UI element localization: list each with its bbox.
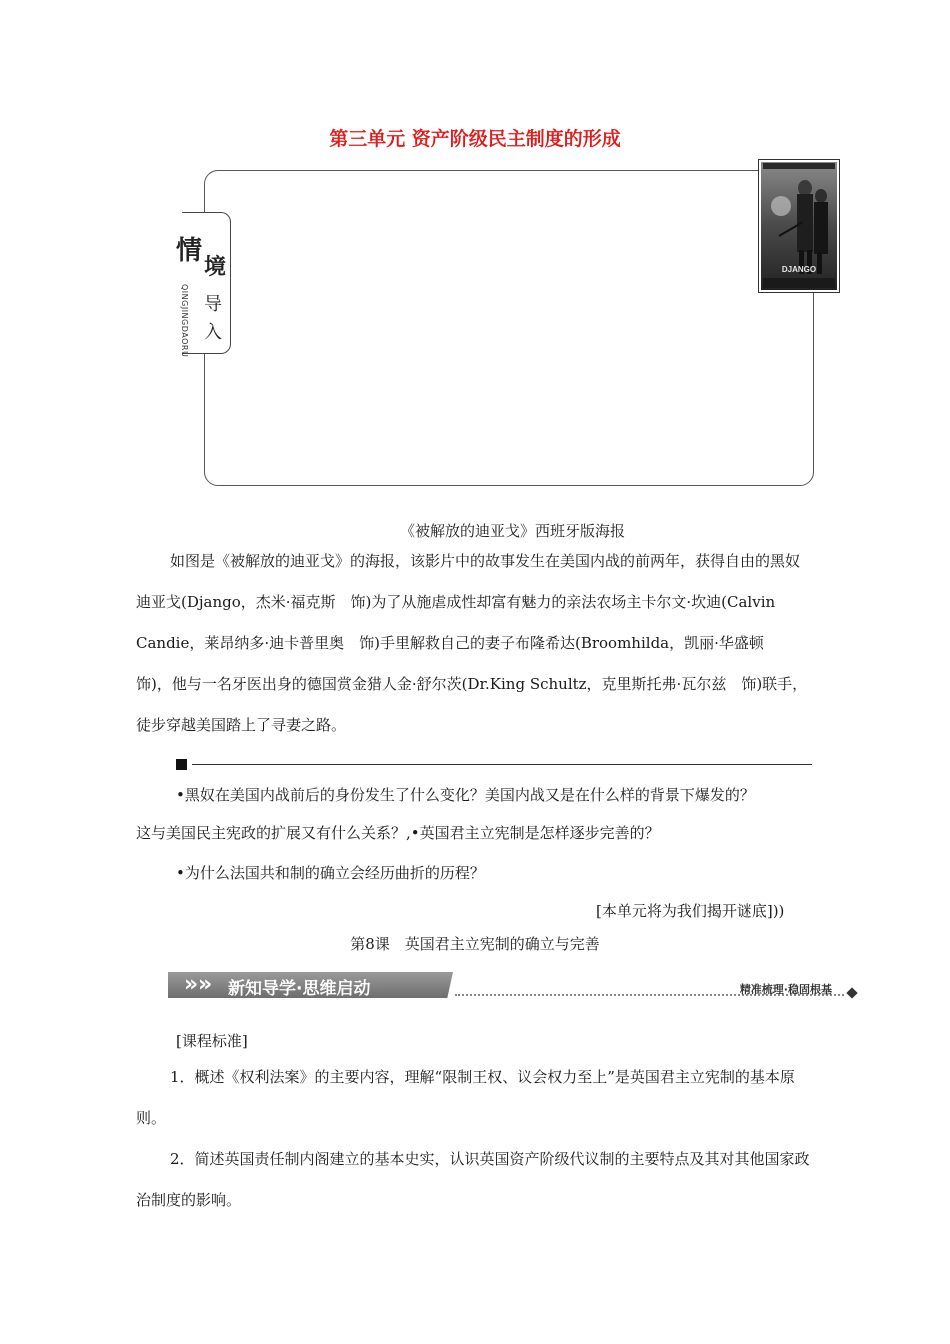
- intro-tag-char: 导: [204, 294, 222, 315]
- intro-frame: [204, 170, 817, 486]
- film-poster-image: [758, 159, 840, 293]
- intro-paragraph: 如图是《被解放的迪亚戈》的海报，该影片中的故事发生在美国内战的前两年，获得自由的黑奴迪亚戈(Django，杰米·福克斯 饰)为了从施虐成性却富有魅力的亲法农场主卡尔文·坎迪(Calvin Candie，莱昂纳多·迪卡普里奥 饰)手里解救自己的妻子布隆希达(Broomhilda，凯丽·华盛顿 饰)，他与一名牙医出身的德国赏金猎人金·舒尔茨(Dr.King Schultz，克里斯托弗·瓦尔兹 饰)联手，徒步穿越美国踏上了寻妻之路。: [136, 552, 808, 734]
- chevron-right-icon: »: [198, 972, 213, 997]
- unit-note: [本单元将为我们揭开谜底])): [596, 902, 785, 920]
- unit-title: 第三单元 资产阶级民主制度的形成: [329, 128, 621, 150]
- banner-subtitle: 精准梳理·稳固根基: [739, 983, 832, 996]
- intro-tag-char: 入: [204, 322, 222, 343]
- banner-title: 新知导学·思维启动: [228, 979, 371, 999]
- intro-tag-pinyin: QINGJINGDAORU: [180, 284, 189, 358]
- section-banner: [168, 972, 858, 1002]
- diamond-icon: [846, 987, 857, 998]
- section-divider: [176, 750, 812, 780]
- intro-tag-char: 情: [176, 236, 203, 266]
- film-poster-graphic: [759, 160, 839, 292]
- standard-item: 1．概述《权利法案》的主要内容，理解“限制王权、议会权力至上”是英国君主立宪制的基本原则。: [136, 1068, 795, 1127]
- poster-title: DJANGO: [781, 265, 817, 274]
- intro-tag: [168, 212, 244, 357]
- standard-item: 2．简述英国责任制内阁建立的基本史实，认识英国资产阶级代议制的主要特点及其对其他国家政治制度的影响。: [136, 1150, 810, 1209]
- chevron-right-icon: »: [184, 972, 199, 997]
- dash-line: [192, 764, 812, 765]
- intro-tag-char: 境: [204, 255, 227, 280]
- question-line: •为什么法国共和制的确立会经历曲折的历程？: [176, 864, 485, 882]
- poster-caption: 《被解放的迪亚戈》西班牙版海报: [400, 522, 626, 540]
- standards-heading: [课程标准]: [176, 1032, 248, 1050]
- question-line: 这与美国民主宪政的扩展又有什么关系？,•英国君主立宪制是怎样逐步完善的？: [136, 824, 660, 842]
- question-line: •黑奴在美国内战前后的身份发生了什么变化？美国内战又是在什么样的背景下爆发的？: [176, 786, 755, 804]
- lesson-title: 第8课 英国君主立宪制的确立与完善: [350, 935, 600, 953]
- square-bullet-icon: [176, 759, 187, 770]
